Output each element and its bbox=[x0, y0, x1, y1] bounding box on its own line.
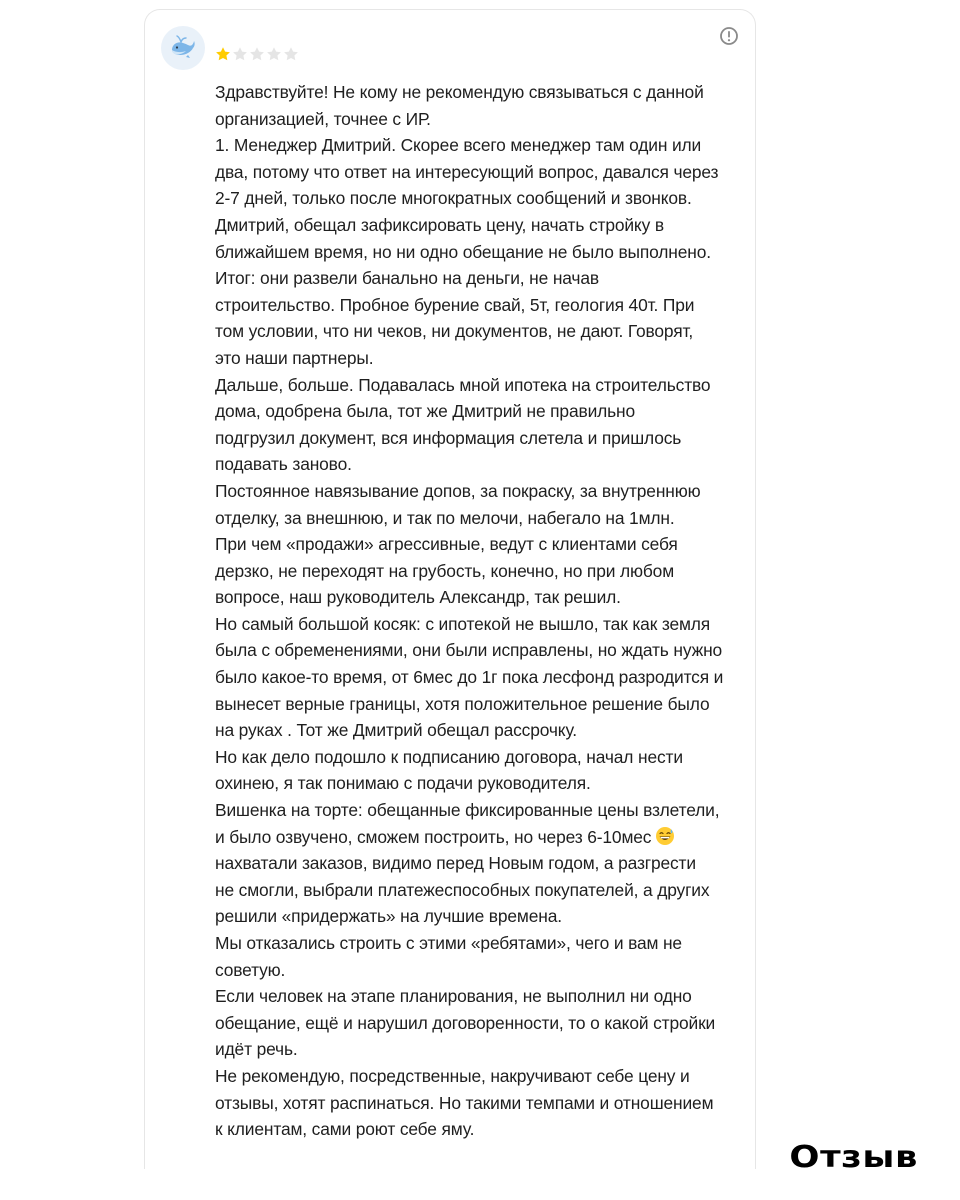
report-exclamation-icon[interactable] bbox=[719, 26, 739, 46]
review-line: Если человек на этапе планирования, не выполнил ни одно bbox=[215, 986, 692, 1007]
star-empty-icon bbox=[249, 46, 265, 62]
review-line: к клиентам, сами роют себе яму. bbox=[215, 1119, 475, 1140]
review-line: на руках . Тот же Дмитрий обещал рассрочку. bbox=[215, 720, 577, 741]
review-line: Постоянное навязывание допов, за покраску, за внутреннюю bbox=[215, 480, 701, 501]
whale-avatar-icon bbox=[168, 33, 198, 63]
review-text bbox=[215, 79, 755, 1143]
review-line: подгрузил документ, вся информация слетела и пришлось bbox=[215, 427, 682, 448]
rating-stars bbox=[215, 46, 299, 62]
review-line: При чем «продажи» агрессивные, ведут с клиентами себя bbox=[215, 534, 678, 555]
review-line: дома, одобрена была, тот же Дмитрий не правильно bbox=[215, 401, 636, 422]
review-line: была с обременениями, они были исправлены, но ждать нужно bbox=[215, 640, 723, 661]
review-line: отзывы, хотят распинаться. Но такими темпами и отношением bbox=[215, 1092, 714, 1113]
review-line: обещание, ещё и нарушил договоренности, то о какой стройки bbox=[215, 1012, 716, 1033]
review-line: решили «придержать» на лучшие времена. bbox=[215, 906, 562, 927]
review-card bbox=[144, 9, 756, 1169]
review-line: Здравствуйте! Не кому не рекомендую связываться с данной bbox=[215, 82, 704, 102]
review-line: Итог: они развели банально на деньги, не начав bbox=[215, 268, 599, 289]
review-line: идёт речь. bbox=[215, 1039, 298, 1060]
review-line: Вишенка на торте: обещанные фиксированные цены взлетели, bbox=[215, 800, 720, 821]
review-line: том условии, что ни чеков, ни документов, не дают. Говорят, bbox=[215, 321, 694, 342]
brand-logo: Отзыв bbox=[789, 1140, 918, 1175]
star-empty-icon bbox=[266, 46, 282, 62]
review-line: Мы отказались строить с этими «ребятами», чего и вам не bbox=[215, 933, 682, 953]
review-line: Но самый большой косяк: с ипотекой не вышло, так как земля bbox=[215, 613, 711, 634]
star-empty-icon bbox=[283, 46, 299, 62]
avatar[interactable] bbox=[161, 26, 205, 70]
review-line: организацией, точнее с ИР. bbox=[215, 108, 431, 129]
review-line: не смогли, выбрали платежеспособных покупателей, а других bbox=[215, 879, 710, 900]
review-line: и было озвучено, сможем построить, но через 6-10мес bbox=[215, 824, 755, 851]
review-line: охинею, я так понимаю с подачи руководителя. bbox=[215, 773, 591, 794]
review-line: подавать заново. bbox=[215, 454, 352, 475]
grinning-sweat-emoji bbox=[655, 826, 675, 846]
star-filled-icon bbox=[215, 46, 231, 62]
review-line: 1. Менеджер Дмитрий. Скорее всего менеджер там один или bbox=[215, 135, 702, 156]
review-line: советую. bbox=[215, 959, 286, 980]
review-line: Дмитрий, обещал зафиксировать цену, начать стройку в bbox=[215, 214, 664, 235]
review-line: это наши партнеры. bbox=[215, 347, 374, 368]
star-empty-icon bbox=[232, 46, 248, 62]
review-line: Дальше, больше. Подавалась мной ипотека на строительство bbox=[215, 374, 711, 395]
review-line: два, потому что ответ на интересующий вопрос, давался через bbox=[215, 161, 719, 182]
review-line: отделку, за внешнюю, и так по мелочи, набегало на 1млн. bbox=[215, 507, 675, 528]
review-line: было какое-то время, от 6мес до 1г пока лесфонд разродится и bbox=[215, 667, 724, 688]
review-line: ближайшем время, но ни одно обещание не было выполнено. bbox=[215, 241, 711, 262]
review-line: вопросе, наш руководитель Александр, так решил. bbox=[215, 587, 621, 608]
review-line: дерзко, не переходят на грубость, конечно, но при любом bbox=[215, 560, 674, 581]
review-line: Не рекомендую, посредственные, накручивают себе цену и bbox=[215, 1065, 690, 1086]
review-line: нахватали заказов, видимо перед Новым годом, а разгрести bbox=[215, 853, 696, 874]
review-line: 2-7 дней, только после многократных сообщений и звонков. bbox=[215, 188, 692, 209]
review-line: вынесет верные границы, хотя положительное решение было bbox=[215, 693, 710, 714]
review-line: Но как дело подошло к подписанию договора, начал нести bbox=[215, 746, 683, 767]
review-line: строительство. Пробное бурение свай, 5т, геология 40т. При bbox=[215, 294, 695, 315]
